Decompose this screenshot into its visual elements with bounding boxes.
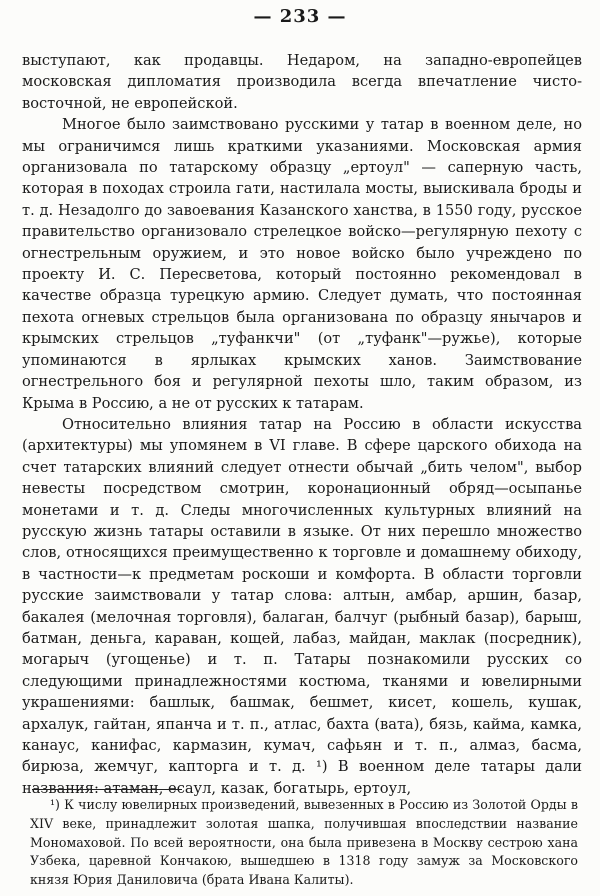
footnote: ¹) К числу ювелирных произведений, вывезенных в Россию из Золотой Орды в XIV веке, принадлежит золотая шапка, получившая впоследствии название Мономаховой. По всей вероятности, она была привезена в Москву сестрою хана Узбека, царевной Кончакою, вышедшею в 1318 году замуж за Московского князя Юрия Даниловича (брата Ивана Калиты). [30, 797, 578, 888]
paragraph-continuation: выступают, как продавцы. Недаром, на западно-европейцев московская дипломатия производила всегда впечатление чисто-восточной, не европейской. [22, 52, 582, 112]
page-number: — 233 — [253, 6, 347, 27]
footnote-divider [32, 789, 182, 790]
paragraph-culture-language: Относительно влияния татар на Россию в области искусства (архитектуры) мы упомянем в VI главе. В сфере царского обихода на счет татарских влияний следует отнести обычай „бить челом", выбор невесты посредством смотрин, коронационный обряд—осыпанье монетами и т. д. Следы многочисленных культурных влияний на русскую жизнь татары оставили в языке. От них перешло множество слов, относящихся преимущественно к торговле и домашнему обиходу, в частности—к предметам роскоши и комфорта. В области торговли русские заимствовали у татар слова: алтын, амбар, аршин, базар, бакалея (мелочная торговля), балаган, балчуг (рыбный базар), барыш, батман, деньга, караван, кощей, лабаз, майдан, маклак (посредник), могарыч (угощенье) и т. п. Татары познакомили русских со следующими принадлежностями костюма, тканями и ювелирными украшениями: башлык, башмак, бешмет, кисет, кошель, кушак, архалук, гайтан, япанча и т. п., атлас, бахта (вата), бязь, кайма, камка, канаус, канифас, кармазин, кумач, сафьян и т. п., алмаз, басма, бирюза, жемчуг, капторга и т. д. ¹) В военном деле татары дали названия: атаман, есаул, казак, богатырь, ертоул, [22, 415, 582, 797]
paragraph-military: Многое было заимствовано русскими у татар в военном деле, но мы ограничимся лишь краткими указаниями. Московская армия организовала по татарскому образцу „ертоул" — саперную часть, которая в походах строила гати, настилала мосты, выискивала броды и т. д. Незадолго до завоевания Казанского ханства, в 1550 году, русское правительство организовало стрелецкое войско—регулярную пехоту с огнестрельным оружием, и это новое войско было учреждено по проекту И. С. Пересветова, который постоянно рекомендовал в качестве образца турецкую армию. Следует думать, что постоянная пехота огневых стрельцов была организована по образцу янычаров и крымских стрельцов „туфанкчи" (от „туфанк"—ружье), которые упоминаются в ярлыках крымских ханов. Заимствование огнестрельного боя и регулярной пехоты шло, таким образом, из Крыма в Россию, а не от русских к татарам. [22, 116, 582, 412]
main-text [22, 50, 582, 799]
